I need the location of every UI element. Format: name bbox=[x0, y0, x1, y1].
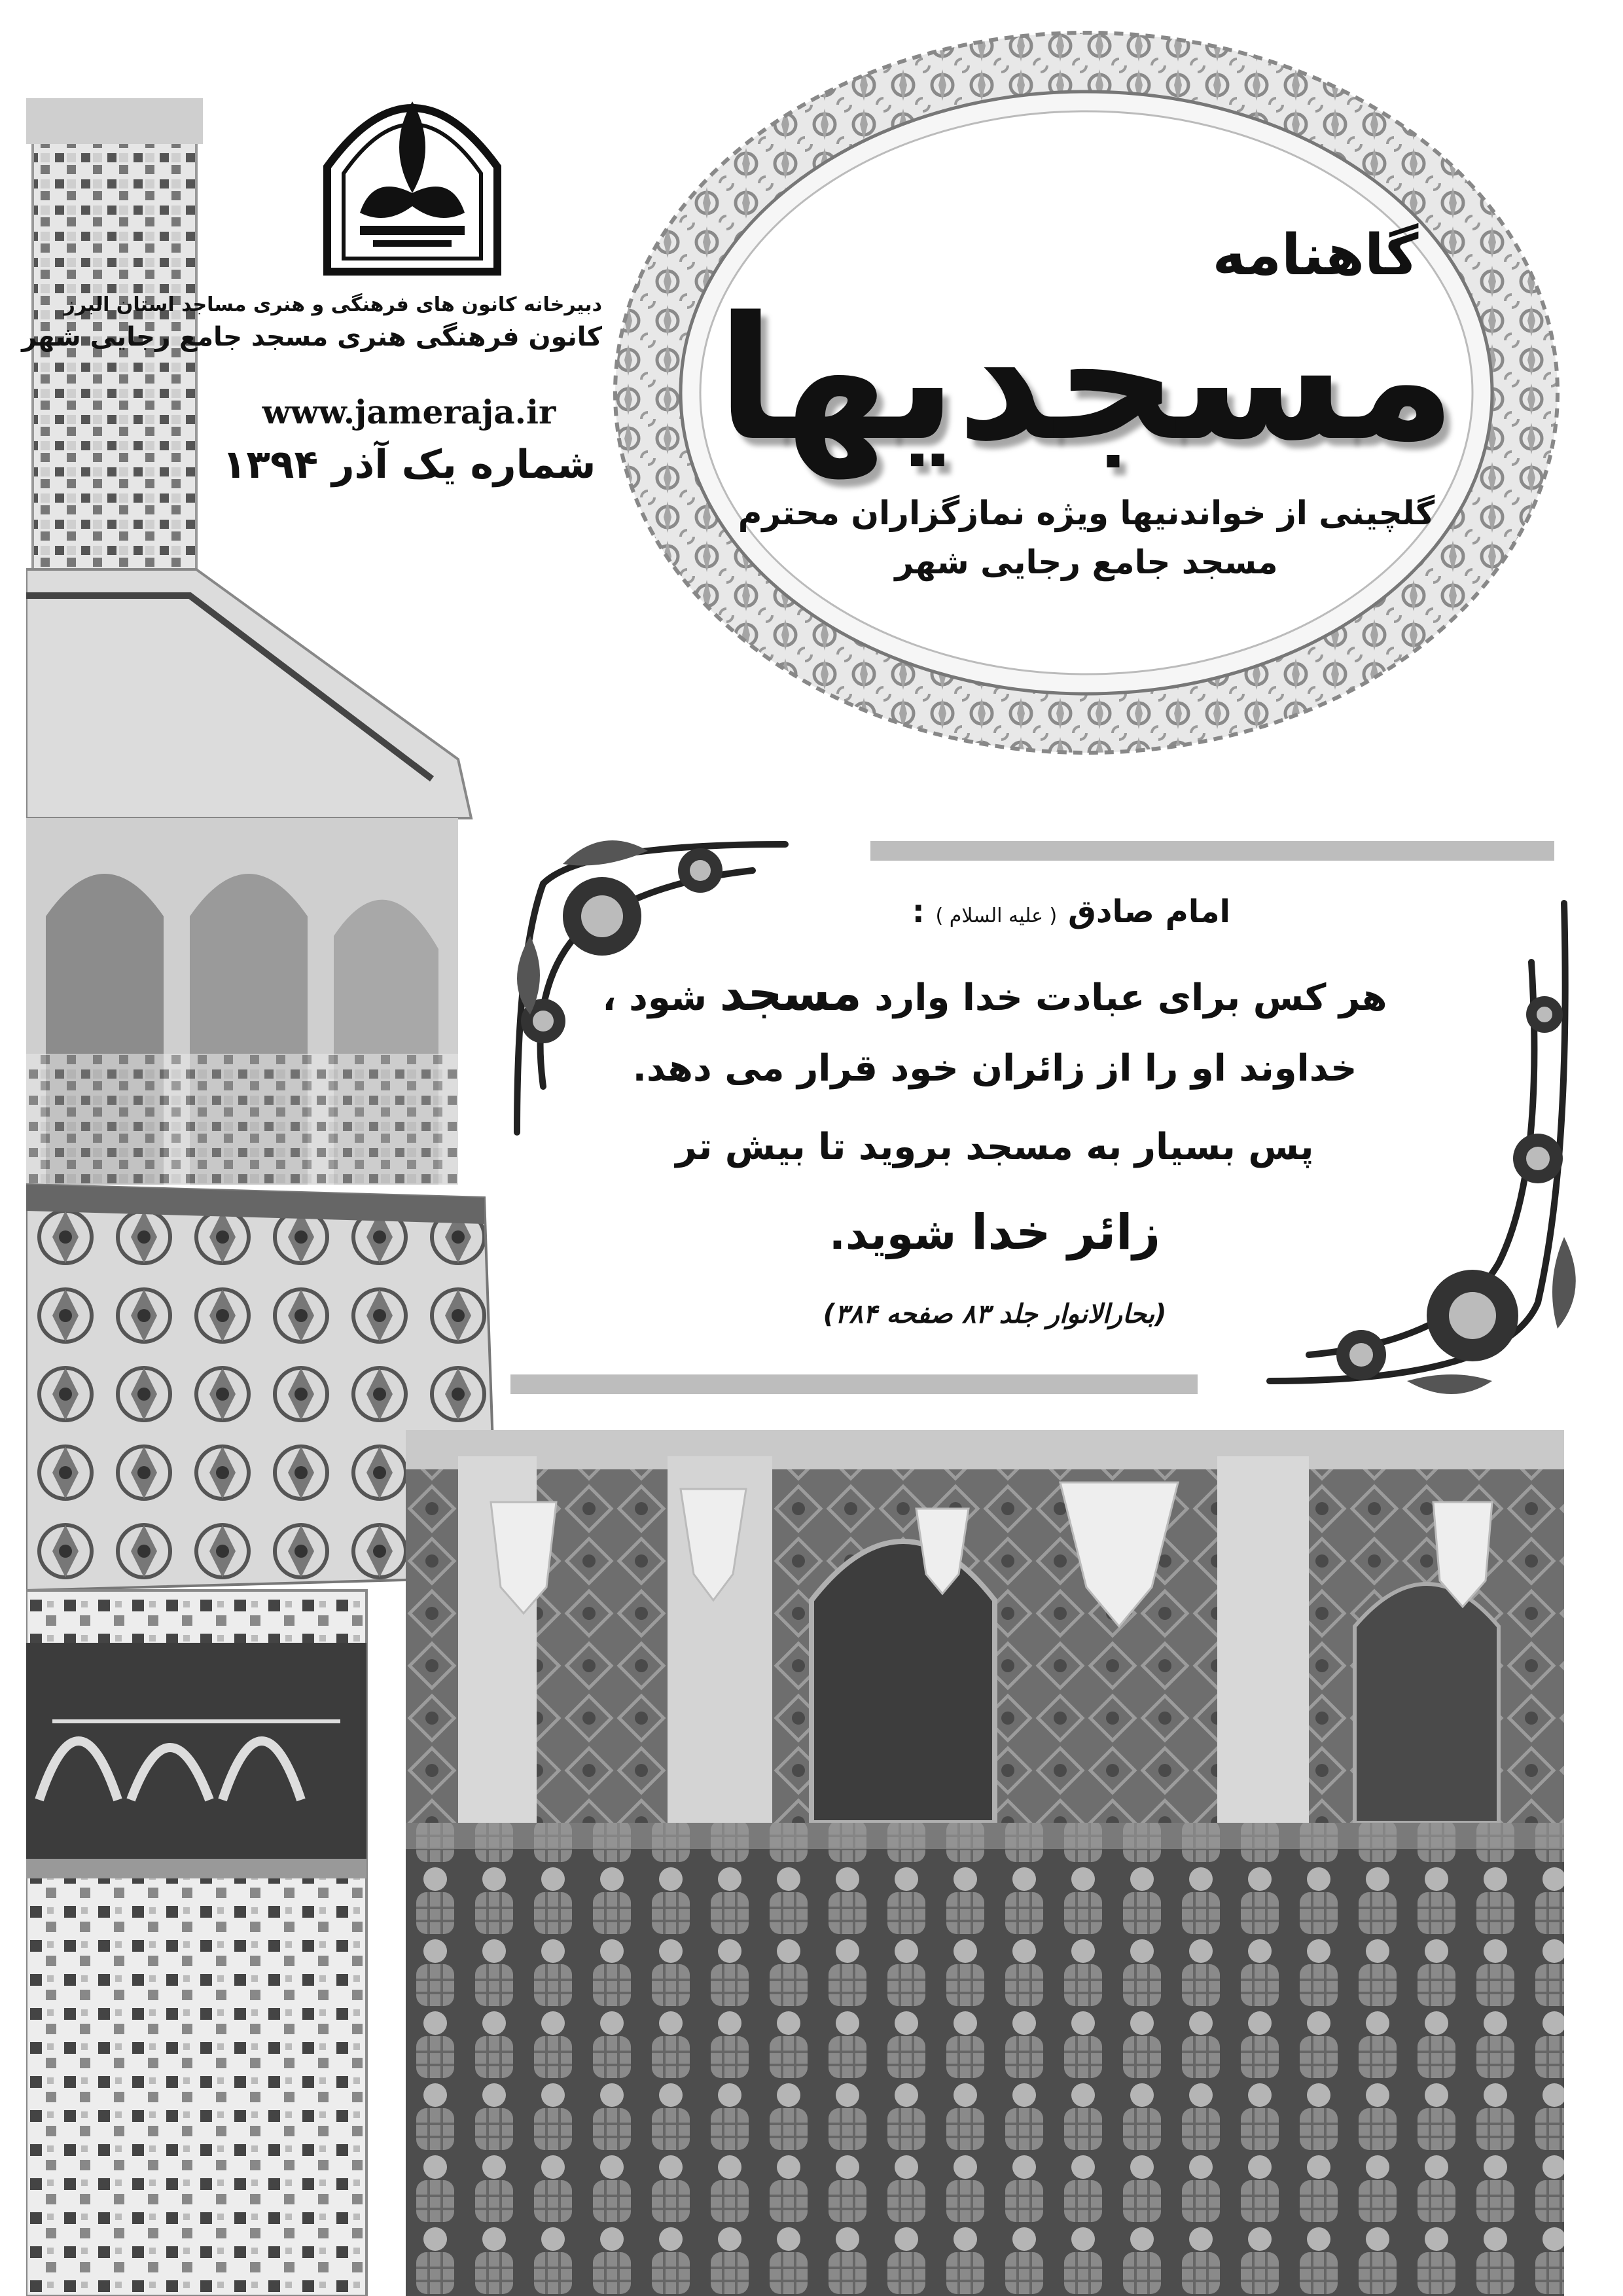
issue-date: شماره یک آذر ۱۳۹۴ bbox=[222, 442, 596, 488]
quote-line-2: خداوند او را از زائران خود قرار می دهد. bbox=[632, 1047, 1357, 1090]
quote-emphasis-pilgrim: زائر خدا bbox=[971, 1204, 1161, 1261]
quote-line-1-pre: هر کس برای عبادت خدا وارد bbox=[874, 977, 1387, 1019]
top-divider-bar bbox=[870, 841, 1554, 861]
speaker-name: امام صادق bbox=[1067, 893, 1230, 930]
quote-source: (بحارالانوار جلد ۸۳ صفحه ۳۸۴) bbox=[823, 1299, 1167, 1329]
quote-line-4 bbox=[563, 1204, 1427, 1261]
quote-speaker bbox=[912, 893, 1230, 930]
website-url: www.jameraja.ir bbox=[262, 393, 556, 431]
kanoon-name: کانون فرهنگی هنری مسجد جامع رجایی شهر bbox=[22, 322, 602, 352]
masthead-title: مسجدیها bbox=[716, 281, 1456, 478]
quote-line-3: پس بسیار به مسجد بروید تا بیش تر bbox=[675, 1126, 1314, 1168]
kicker-label: گاهنامه bbox=[1212, 223, 1419, 288]
subtitle-line-2: مسجد جامع رجایی شهر bbox=[895, 543, 1278, 581]
quote-line-1 bbox=[563, 965, 1427, 1022]
prayer-hall-photo bbox=[406, 1430, 1564, 2296]
mosque-arch-emblem-icon bbox=[314, 62, 510, 278]
quote-line-4-post: شوید. bbox=[829, 1209, 957, 1259]
quote-line-1-post: شود ، bbox=[602, 977, 707, 1019]
subtitle-line-1: گلچینی از خواندنیها ویژه نمازگزاران محترم bbox=[738, 494, 1435, 532]
speaker-colon: : bbox=[912, 893, 925, 930]
secretariat-line: دبیرخانه کانون های فرهنگی و هنری مساجد استان البرز bbox=[63, 293, 602, 316]
bottom-divider-bar bbox=[510, 1374, 1198, 1394]
quote-emphasis-mosque: مسجد bbox=[719, 965, 862, 1022]
speaker-honorific: ( علیه السلام ) bbox=[935, 905, 1058, 927]
